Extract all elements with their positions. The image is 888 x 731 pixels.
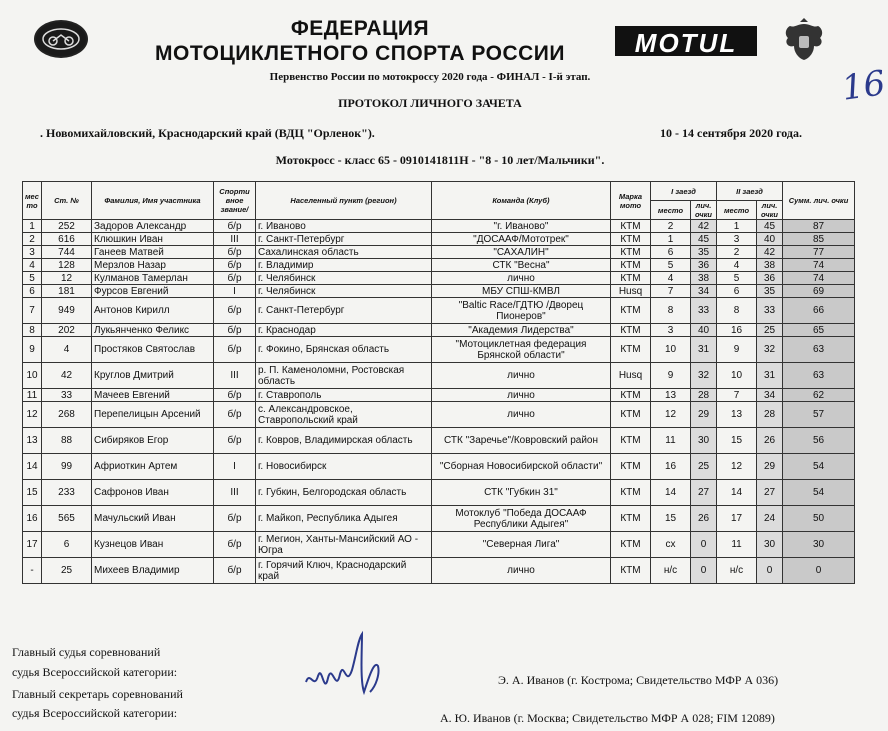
cell-start-no: 6 (42, 532, 92, 558)
russian-eagle-emblem-icon (780, 18, 828, 64)
cell-race1-pos: 15 (651, 506, 691, 532)
cell-rank: б/р (214, 324, 256, 337)
table-row (23, 506, 855, 532)
cell-name: Фурсов Евгений (92, 285, 214, 298)
cell-moto: КТМ (611, 220, 651, 233)
cell-team: "Мотоциклетная федерация Брянской области" (432, 337, 611, 363)
cell-race2-pts: 40 (757, 233, 783, 246)
cell-start-no: 616 (42, 233, 92, 246)
cell-race2-pts: 25 (757, 324, 783, 337)
cell-start-no: 88 (42, 428, 92, 454)
table-row (23, 337, 855, 363)
cell-team: "г. Иваново" (432, 220, 611, 233)
cell-moto: КТМ (611, 402, 651, 428)
cell-town: Сахалинская область (256, 246, 432, 259)
cell-race2-pos: 10 (717, 363, 757, 389)
cell-town: г. Санкт-Петербург (256, 298, 432, 324)
cell-team: "Baltic Race/ГДТЮ /Дворец Пионеров" (432, 298, 611, 324)
table-row (23, 428, 855, 454)
cell-moto: КТМ (611, 480, 651, 506)
cell-team: лично (432, 389, 611, 402)
secretary-title-line1: Главный секретарь соревнований (12, 687, 183, 701)
cell-place: 16 (23, 506, 42, 532)
cell-name: Кузнецов Иван (92, 532, 214, 558)
cell-race2-pts: 29 (757, 454, 783, 480)
cell-name: Кулманов Тамерлан (92, 272, 214, 285)
col-race2-pts: лич. очки (757, 201, 783, 220)
cell-town: г. Челябинск (256, 272, 432, 285)
cell-team: Мотоклуб "Победа ДОСААФ Республики Адыгея" (432, 506, 611, 532)
cell-team: лично (432, 272, 611, 285)
table-row (23, 480, 855, 506)
cell-race1-pos: 3 (651, 324, 691, 337)
cell-rank: III (214, 480, 256, 506)
cell-rank: б/р (214, 532, 256, 558)
cell-town: г. Мегион, Ханты-Мансийский АО - Югра (256, 532, 432, 558)
cell-race1-pts: 38 (691, 272, 717, 285)
cell-team: СТК "Губкин 31" (432, 480, 611, 506)
cell-race1-pos: 1 (651, 233, 691, 246)
cell-town: г. Ставрополь (256, 389, 432, 402)
cell-race1-pos: 5 (651, 259, 691, 272)
cell-rank: б/р (214, 220, 256, 233)
table-row (23, 402, 855, 428)
cell-race2-pos: 5 (717, 272, 757, 285)
cell-rank: б/р (214, 402, 256, 428)
cell-start-no: 12 (42, 272, 92, 285)
cell-race2-pts: 24 (757, 506, 783, 532)
cell-race2-pos: 12 (717, 454, 757, 480)
cell-start-no: 42 (42, 363, 92, 389)
cell-rank: б/р (214, 337, 256, 363)
cell-place: 4 (23, 259, 42, 272)
cell-race2-pos: 4 (717, 259, 757, 272)
col-moto: Марка мото (611, 182, 651, 220)
cell-town: г. Фокино, Брянская область (256, 337, 432, 363)
cell-start-no: 25 (42, 558, 92, 584)
table-row (23, 454, 855, 480)
table-row (23, 233, 855, 246)
cell-start-no: 268 (42, 402, 92, 428)
cell-name: Мачеев Евгений (92, 389, 214, 402)
cell-town: г. Майкоп, Республика Адыгея (256, 506, 432, 532)
table-row (23, 389, 855, 402)
cell-place: 5 (23, 272, 42, 285)
cell-race2-pts: 34 (757, 389, 783, 402)
cell-start-no: 565 (42, 506, 92, 532)
table-row (23, 246, 855, 259)
table-row (23, 532, 855, 558)
federation-title-line1: ФЕДЕРАЦИЯ (290, 17, 430, 40)
table-row (23, 298, 855, 324)
cell-race2-pos: 15 (717, 428, 757, 454)
cell-race2-pos: 1 (717, 220, 757, 233)
cell-race1-pos: 11 (651, 428, 691, 454)
col-race2: II заезд (717, 182, 783, 201)
cell-race1-pts: 31 (691, 337, 717, 363)
cell-sum: 54 (783, 454, 855, 480)
cell-name: Антонов Кирилл (92, 298, 214, 324)
cell-start-no: 33 (42, 389, 92, 402)
results-body (23, 220, 855, 584)
cell-race1-pos: 13 (651, 389, 691, 402)
cell-race2-pos: 2 (717, 246, 757, 259)
cell-place: 17 (23, 532, 42, 558)
cell-rank: I (214, 285, 256, 298)
cell-race2-pts: 38 (757, 259, 783, 272)
cell-moto: Husq (611, 363, 651, 389)
cell-name: Лукьянченко Феликс (92, 324, 214, 337)
cell-team: "САХАЛИН" (432, 246, 611, 259)
table-row (23, 259, 855, 272)
cell-race2-pos: 11 (717, 532, 757, 558)
col-race1-pos: место (651, 201, 691, 220)
cell-race1-pts: 0 (691, 558, 717, 584)
cell-name: Сибиряков Егор (92, 428, 214, 454)
cell-race1-pos: 6 (651, 246, 691, 259)
cell-name: Ганеев Матвей (92, 246, 214, 259)
cell-race2-pts: 42 (757, 246, 783, 259)
cell-sum: 63 (783, 363, 855, 389)
cell-town: г. Владимир (256, 259, 432, 272)
cell-race2-pos: н/с (717, 558, 757, 584)
cell-moto: КТМ (611, 389, 651, 402)
cell-race2-pts: 36 (757, 272, 783, 285)
cell-sum: 63 (783, 337, 855, 363)
cell-name: Мачульский Иван (92, 506, 214, 532)
cell-start-no: 252 (42, 220, 92, 233)
cell-place: 6 (23, 285, 42, 298)
cell-moto: КТМ (611, 337, 651, 363)
table-row (23, 558, 855, 584)
cell-rank: б/р (214, 272, 256, 285)
cell-start-no: 128 (42, 259, 92, 272)
table-row (23, 324, 855, 337)
cell-rank: III (214, 233, 256, 246)
table-row (23, 285, 855, 298)
cell-start-no: 949 (42, 298, 92, 324)
championship-title: Первенство России по мотокроссу 2020 года - ФИНАЛ - I-й этап. (269, 71, 591, 83)
cell-sum: 30 (783, 532, 855, 558)
col-race1-pts: лич. очки (691, 201, 717, 220)
cell-team: лично (432, 558, 611, 584)
cell-moto: КТМ (611, 233, 651, 246)
cell-place: 3 (23, 246, 42, 259)
cell-sum: 74 (783, 272, 855, 285)
cell-race1-pts: 34 (691, 285, 717, 298)
cell-team: СТК "Заречье"/Ковровский район (432, 428, 611, 454)
cell-race2-pos: 8 (717, 298, 757, 324)
cell-moto: КТМ (611, 324, 651, 337)
cell-team: "Академия Лидерства" (432, 324, 611, 337)
judge-title-line2: судья Всероссийской категории: (12, 665, 178, 679)
cell-town: р. П. Каменоломни, Ростовская область (256, 363, 432, 389)
cell-sum: 87 (783, 220, 855, 233)
cell-start-no: 99 (42, 454, 92, 480)
cell-moto: КТМ (611, 272, 651, 285)
cell-place: 7 (23, 298, 42, 324)
cell-place: - (23, 558, 42, 584)
cell-rank: б/р (214, 389, 256, 402)
cell-town: г. Новосибирск (256, 454, 432, 480)
cell-place: 12 (23, 402, 42, 428)
cell-race1-pts: 40 (691, 324, 717, 337)
cell-race1-pos: 16 (651, 454, 691, 480)
cell-team: "Северная Лига" (432, 532, 611, 558)
cell-sum: 85 (783, 233, 855, 246)
cell-race2-pts: 45 (757, 220, 783, 233)
cell-name: Африоткин Артем (92, 454, 214, 480)
table-row (23, 220, 855, 233)
cell-moto: КТМ (611, 558, 651, 584)
cell-team: "Сборная Новосибирской области" (432, 454, 611, 480)
cell-race2-pos: 7 (717, 389, 757, 402)
venue: . Новомихайловский, Краснодарский край (ВДЦ "Орленок"). (40, 126, 375, 140)
cell-race1-pts: 0 (691, 532, 717, 558)
cell-start-no: 4 (42, 337, 92, 363)
cell-name: Мерзлов Назар (92, 259, 214, 272)
cell-sum: 0 (783, 558, 855, 584)
cell-place: 1 (23, 220, 42, 233)
mfr-logo-icon (34, 20, 88, 58)
col-race2-pos: место (717, 201, 757, 220)
col-name: Фамилия, Имя участника (92, 182, 214, 220)
col-race1: I заезд (651, 182, 717, 201)
cell-sum: 65 (783, 324, 855, 337)
secretary-title-line2: судья Всероссийской категории: (12, 706, 178, 720)
cell-race1-pts: 30 (691, 428, 717, 454)
cell-rank: б/р (214, 259, 256, 272)
cell-race1-pos: 8 (651, 298, 691, 324)
cell-team: лично (432, 402, 611, 428)
cell-sum: 50 (783, 506, 855, 532)
cell-moto: КТМ (611, 298, 651, 324)
secretary-name: А. Ю. Иванов (г. Москва; Свидетельство МФР А 028; FIM 12089) (440, 711, 775, 725)
cell-sum: 66 (783, 298, 855, 324)
cell-start-no: 202 (42, 324, 92, 337)
cell-rank: I (214, 454, 256, 480)
cell-start-no: 744 (42, 246, 92, 259)
cell-rank: б/р (214, 298, 256, 324)
cell-race2-pos: 3 (717, 233, 757, 246)
cell-race1-pos: сх (651, 532, 691, 558)
table-row (23, 363, 855, 389)
cell-moto: КТМ (611, 428, 651, 454)
cell-town: г. Горячий Ключ, Краснодарский край (256, 558, 432, 584)
results-table (22, 181, 855, 584)
cell-race1-pts: 36 (691, 259, 717, 272)
cell-race1-pos: 7 (651, 285, 691, 298)
cell-race2-pts: 31 (757, 363, 783, 389)
cell-race1-pos: 9 (651, 363, 691, 389)
cell-sum: 77 (783, 246, 855, 259)
cell-sum: 74 (783, 259, 855, 272)
cell-race1-pts: 35 (691, 246, 717, 259)
cell-race2-pts: 30 (757, 532, 783, 558)
cell-race1-pos: 10 (651, 337, 691, 363)
cell-race2-pts: 26 (757, 428, 783, 454)
cell-race2-pos: 16 (717, 324, 757, 337)
cell-place: 13 (23, 428, 42, 454)
col-team: Команда (Клуб) (432, 182, 611, 220)
cell-race1-pts: 27 (691, 480, 717, 506)
cell-town: г. Санкт-Петербург (256, 233, 432, 246)
cell-sum: 56 (783, 428, 855, 454)
cell-moto: КТМ (611, 259, 651, 272)
protocol-title: ПРОТОКОЛ ЛИЧНОГО ЗАЧЕТА (338, 96, 522, 110)
cell-town: г. Ковров, Владимирская область (256, 428, 432, 454)
cell-race2-pos: 17 (717, 506, 757, 532)
cell-rank: б/р (214, 428, 256, 454)
cell-race1-pts: 25 (691, 454, 717, 480)
cell-race1-pts: 28 (691, 389, 717, 402)
cell-race1-pts: 26 (691, 506, 717, 532)
cell-race2-pts: 32 (757, 337, 783, 363)
col-town: Населенный пункт (регион) (256, 182, 432, 220)
cell-race1-pts: 45 (691, 233, 717, 246)
cell-place: 14 (23, 454, 42, 480)
federation-title-line2: МОТОЦИКЛЕТНОГО СПОРТА РОССИИ (155, 42, 565, 65)
cell-town: г. Краснодар (256, 324, 432, 337)
cell-start-no: 181 (42, 285, 92, 298)
cell-race1-pos: 2 (651, 220, 691, 233)
cell-sum: 69 (783, 285, 855, 298)
col-sum: Сумм. лич. очки (783, 182, 855, 220)
cell-moto: КТМ (611, 532, 651, 558)
cell-race1-pos: н/с (651, 558, 691, 584)
cell-moto: Husq (611, 285, 651, 298)
cell-race1-pos: 12 (651, 402, 691, 428)
cell-race2-pos: 13 (717, 402, 757, 428)
cell-race1-pts: 33 (691, 298, 717, 324)
cell-rank: б/р (214, 558, 256, 584)
col-start-no: Ст. № (42, 182, 92, 220)
cell-town: г. Иваново (256, 220, 432, 233)
cell-place: 9 (23, 337, 42, 363)
motul-logo: MOTUL (615, 26, 757, 56)
cell-team: "ДОСААФ/Мототрек" (432, 233, 611, 246)
cell-name: Михеев Владимир (92, 558, 214, 584)
cell-race2-pos: 14 (717, 480, 757, 506)
judge-name: Э. А. Иванов (г. Кострома; Свидетельство МФР А 036) (498, 673, 779, 687)
cell-race1-pts: 32 (691, 363, 717, 389)
cell-race1-pos: 14 (651, 480, 691, 506)
cell-sum: 54 (783, 480, 855, 506)
federation-title (110, 16, 610, 66)
cell-name: Простяков Святослав (92, 337, 214, 363)
cell-start-no: 233 (42, 480, 92, 506)
cell-race1-pos: 4 (651, 272, 691, 285)
judge-title-line1: Главный судья соревнований (12, 645, 161, 659)
table-row (23, 272, 855, 285)
cell-name: Клюшкин Иван (92, 233, 214, 246)
cell-race2-pts: 27 (757, 480, 783, 506)
cell-sum: 62 (783, 389, 855, 402)
cell-moto: КТМ (611, 246, 651, 259)
cell-race2-pts: 28 (757, 402, 783, 428)
cell-race2-pos: 6 (717, 285, 757, 298)
cell-race2-pts: 0 (757, 558, 783, 584)
cell-rank: б/р (214, 506, 256, 532)
cell-name: Круглов Дмитрий (92, 363, 214, 389)
cell-town: г. Челябинск (256, 285, 432, 298)
cell-name: Задоров Александр (92, 220, 214, 233)
cell-race1-pts: 29 (691, 402, 717, 428)
cell-place: 8 (23, 324, 42, 337)
cell-race1-pts: 42 (691, 220, 717, 233)
cell-town: с. Александровское, Ставропольский край (256, 402, 432, 428)
cell-rank: б/р (214, 246, 256, 259)
cell-team: СТК "Весна" (432, 259, 611, 272)
cell-name: Перепелицын Арсений (92, 402, 214, 428)
class-line: Мотокросс - класс 65 - 0910141811Н - "8 - 10 лет/Мальчики". (275, 153, 605, 167)
cell-place: 10 (23, 363, 42, 389)
cell-race2-pts: 33 (757, 298, 783, 324)
col-place: мес то (23, 182, 42, 220)
cell-sum: 57 (783, 402, 855, 428)
cell-race2-pos: 9 (717, 337, 757, 363)
cell-team: лично (432, 363, 611, 389)
cell-place: 15 (23, 480, 42, 506)
cell-race2-pts: 35 (757, 285, 783, 298)
cell-team: МБУ СПШ-КМВЛ (432, 285, 611, 298)
cell-place: 11 (23, 389, 42, 402)
cell-name: Сафронов Иван (92, 480, 214, 506)
cell-rank: III (214, 363, 256, 389)
cell-town: г. Губкин, Белгородская область (256, 480, 432, 506)
cell-moto: КТМ (611, 506, 651, 532)
col-rank: Спорти вное звание/ (214, 182, 256, 220)
cell-moto: КТМ (611, 454, 651, 480)
handwritten-page-number: 16 (839, 63, 888, 109)
event-dates: 10 - 14 сентября 2020 года. (660, 126, 802, 140)
signature-icon (296, 630, 406, 710)
cell-place: 2 (23, 233, 42, 246)
